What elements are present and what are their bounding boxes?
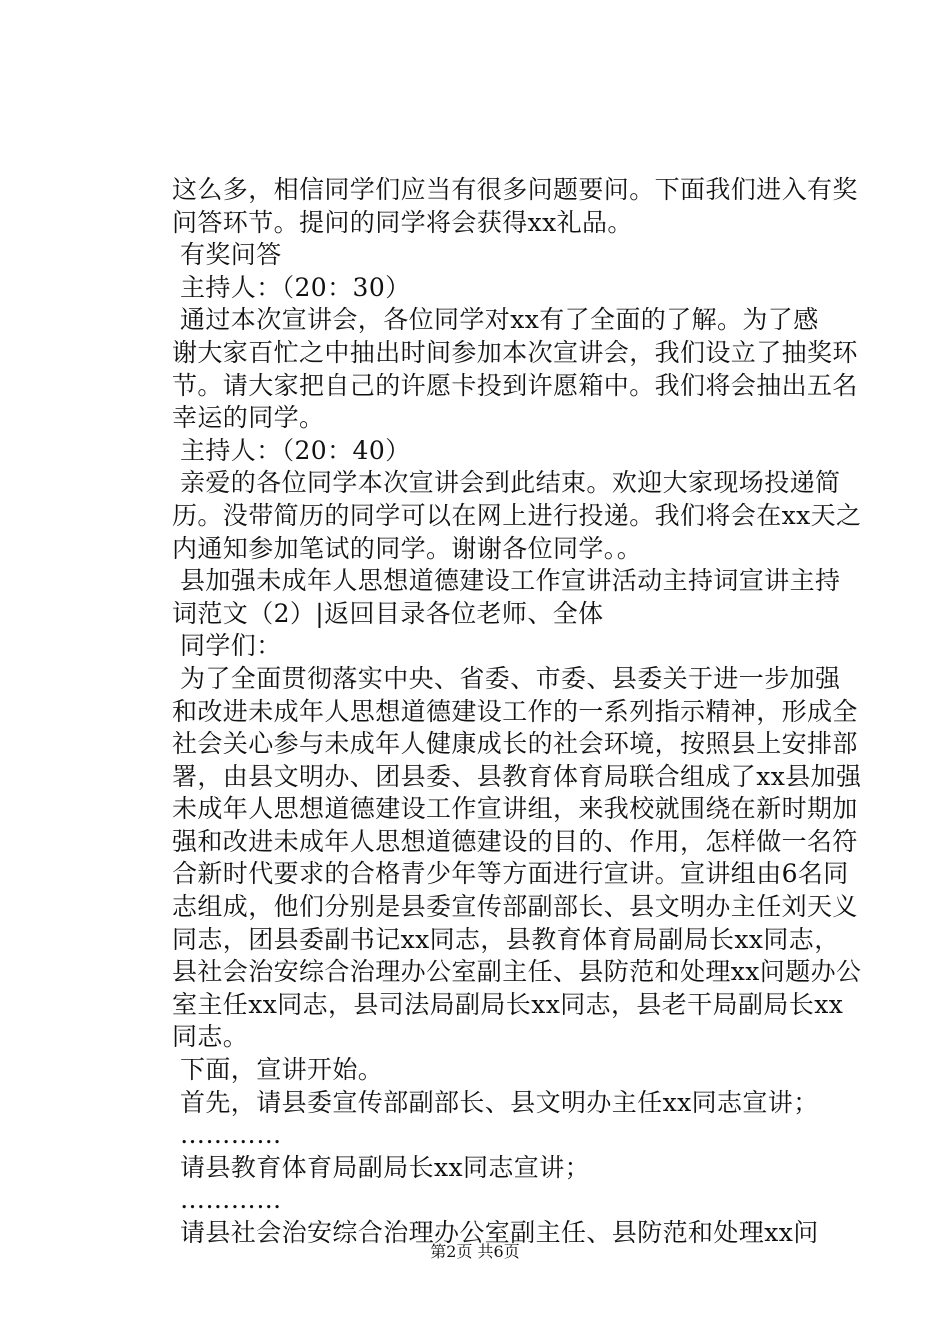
- text-line: 谢大家百忙之中抽出时间参加本次宣讲会，我们设立了抽奖环: [172, 337, 858, 367]
- text-line: 问答环节。提问的同学将会获得xx礼品。: [172, 207, 633, 237]
- ellipsis-line: …………: [180, 1185, 282, 1215]
- text-line: 请县教育体育局副局长xx同志宣讲；: [180, 1152, 590, 1182]
- section-heading: 有奖问答: [180, 240, 282, 270]
- text-line: 内通知参加笔试的同学。谢谢各位同学。。: [172, 533, 643, 563]
- text-line: 幸运的同学。: [172, 403, 325, 433]
- text-line: 下面，宣讲开始。: [180, 1055, 384, 1085]
- text-line: 同志，团县委副书记xx同志，县教育体育局副局长xx同志，: [172, 924, 840, 954]
- text-line: 通过本次宣讲会，各位同学对xx有了全面的了解。为了感: [180, 305, 819, 335]
- text-line: 室主任xx同志，县司法局副局长xx同志，县老干局副局长xx: [172, 989, 844, 1019]
- speaker-label: 主持人：（20：30）: [180, 272, 411, 302]
- text-line: 署，由县文明办、团县委、县教育体育局联合组成了xx县加强: [172, 761, 862, 791]
- text-line: 志组成，他们分别是县委宣传部副部长、县文明办主任刘天义: [172, 892, 858, 922]
- text-line: 首先，请县委宣传部副部长、县文明办主任xx同志宣讲；: [180, 1087, 819, 1117]
- document-body: [172, 174, 862, 1250]
- text-line: 亲爱的各位同学本次宣讲会到此结束。欢迎大家现场投递简: [180, 468, 841, 498]
- page-number: 第2页 共6页: [430, 1242, 520, 1261]
- text-line: 词范文（2）|返回目录各位老师、全体: [172, 598, 604, 628]
- text-line: 历。没带简历的同学可以在网上进行投递。我们将会在xx天之: [172, 500, 862, 530]
- text-line: 未成年人思想道德建设工作宣讲组，来我校就围绕在新时期加: [172, 794, 858, 824]
- text-line: 合新时代要求的合格青少年等方面进行宣讲。宣讲组由6名同: [172, 859, 849, 889]
- text-line: 同学们：: [180, 631, 282, 661]
- text-line: 同志。: [172, 1022, 249, 1052]
- text-line: 请县社会治安综合治理办公室副主任、县防范和处理xx问: [180, 1218, 819, 1247]
- text-line: 社会关心参与未成年人健康成长的社会环境，按照县上安排部: [172, 729, 858, 759]
- text-line: 节。请大家把自己的许愿卡投到许愿箱中。我们将会抽出五名: [172, 370, 858, 400]
- speaker-label: 主持人：（20：40）: [180, 435, 411, 465]
- text-line: 县社会治安综合治理办公室副主任、县防范和处理xx问题办公: [172, 957, 862, 987]
- text-line: 这么多，相信同学们应当有很多问题要问。下面我们进入有奖: [172, 175, 858, 204]
- ellipsis-line: …………: [180, 1120, 282, 1150]
- text-line: 为了全面贯彻落实中央、省委、市委、县委关于进一步加强: [180, 663, 841, 693]
- text-line: 强和改进未成年人思想道德建设的目的、作用，怎样做一名符: [172, 826, 858, 856]
- text-line: 县加强未成年人思想道德建设工作宣讲活动主持词宣讲主持: [180, 566, 841, 596]
- text-line: 和改进未成年人思想道德建设工作的一系列指示精神，形成全: [172, 696, 858, 726]
